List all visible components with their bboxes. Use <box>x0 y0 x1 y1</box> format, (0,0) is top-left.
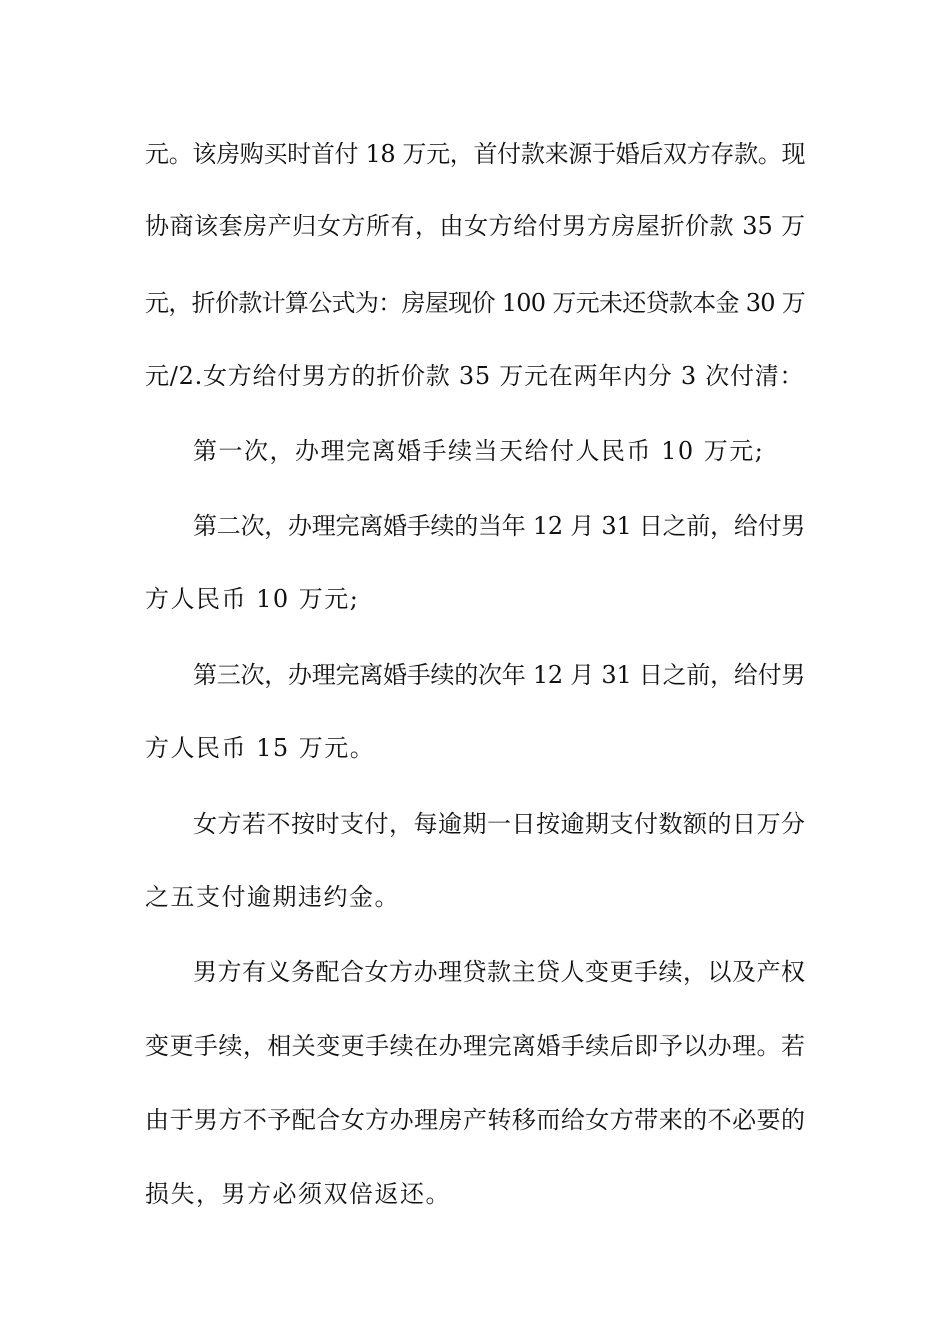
text-line: 第三次，办理完离婚手续的次年 12 月 31 日之前，给付男 <box>193 661 806 689</box>
text-line: 元，折价款计算公式为：房屋现价 100 万元未还贷款本金 30 万 <box>145 289 805 317</box>
text-line: 第一次，办理完离婚手续当天给付人民币 10 万元; <box>193 437 765 465</box>
text-line: 元。该房购买时首付 18 万元，首付款来源于婚后双方存款。现 <box>145 140 805 168</box>
text-line: 变更手续，相关变更手续在办理完离婚手续后即予以办理。若 <box>145 1032 805 1060</box>
text-line: 方人民币 10 万元; <box>145 585 360 613</box>
text-line: 损失，男方必须双倍返还。 <box>145 1180 451 1208</box>
text-line: 由于男方不予配合女方办理房产转移而给女方带来的不必要的 <box>145 1106 805 1134</box>
text-line: 第二次，办理完离婚手续的当年 12 月 31 日之前，给付男 <box>193 512 806 540</box>
text-line: 协商该套房产归女方所有，由女方给付男方房屋折价款 35 万 <box>145 212 805 240</box>
text-line: 方人民币 15 万元。 <box>145 734 376 762</box>
text-line: 男方有义务配合女方办理贷款主贷人变更手续，以及产权 <box>193 958 805 986</box>
text-line: 女方若不按时支付，每逾期一日按逾期支付数额的日万分 <box>193 810 805 838</box>
text-line: 之五支付逾期违约金。 <box>145 883 400 911</box>
text-line: 元/2.女方给付男方的折价款 35 万元在两年内分 3 次付清： <box>145 362 805 390</box>
